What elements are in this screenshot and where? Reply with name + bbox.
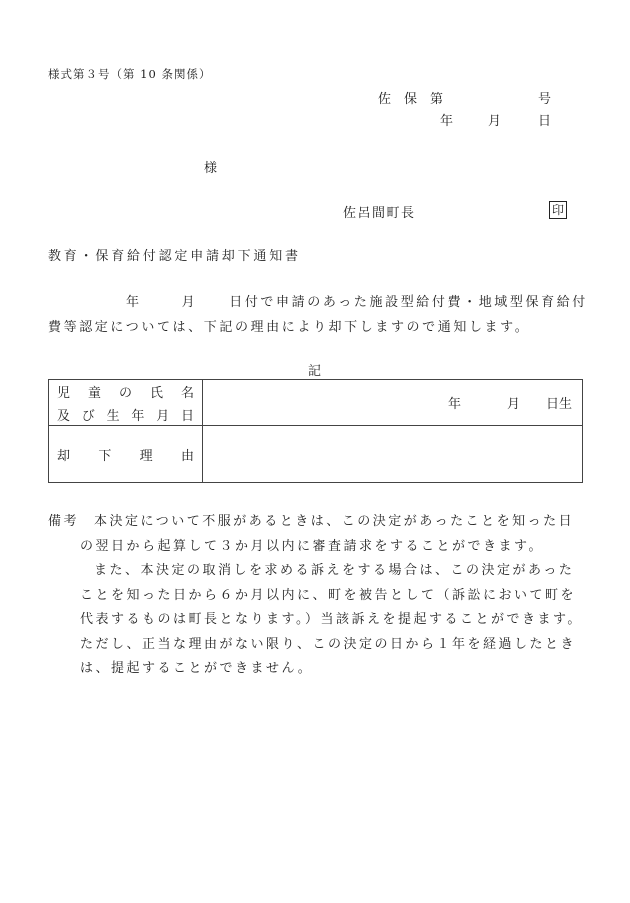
label-char: 生 [106,408,120,424]
ref-prefix-3: 第 [430,92,444,107]
body-paragraph [48,290,588,340]
label-char: び [81,408,95,424]
sender-name: 佐呂間町長 [343,206,416,221]
label-char: 日 [180,408,194,424]
ref-prefix-1: 佐 [378,92,392,107]
body-year: 年 [126,295,142,310]
info-table [48,379,583,483]
remarks [48,510,588,682]
label-char: 氏 [149,385,163,401]
ref-prefix-2: 保 [404,92,418,107]
name-value-cell [203,380,583,426]
birth-month: 月 [506,397,520,412]
ref-suffix: 号 [538,92,552,107]
label-char: 理 [139,448,153,464]
remarks-line: は、提起することができません。 [80,661,314,676]
remarks-line: ただし、正当な理由がない限り、この決定の日から１年を経過したとき [80,636,577,652]
label-char: の [118,385,132,401]
date-year: 年 [440,114,454,129]
reason-label [49,445,202,464]
label-char: 下 [98,448,112,464]
table-row-reason [49,426,583,483]
birth-date [203,393,582,412]
label-char: 及 [57,408,71,424]
seal-mark: 印 [549,201,567,219]
ki-heading: 記 [308,364,322,379]
recipient-suffix: 様 [204,161,218,176]
label-char: 年 [131,408,145,424]
name-label-line2 [49,405,202,424]
remarks-heading: 備考 [48,514,80,529]
label-char: 月 [156,408,170,424]
remarks-line: また、本決定の取消しを求める訴えをする場合は、この決定があった [94,563,575,578]
body-month: 月 [181,295,198,310]
label-char: 児 [57,385,71,401]
label-char: 名 [180,385,194,401]
birth-day: 日生 [545,397,572,412]
date-month: 月 [488,114,502,129]
birth-year: 年 [447,397,461,412]
remarks-line: の翌日から起算して３か月以内に審査請求をすることができます。 [80,538,544,554]
name-label-cell [49,380,203,426]
label-char: 童 [87,385,101,401]
form-number: 様式第３号（第 10 条関係） [48,67,212,81]
label-char: 却 [57,448,71,464]
reason-label-cell [49,426,203,483]
date-day: 日 [538,114,552,129]
remarks-line: 代表するものは町長となります。）当該訴えを提起することができます。 [80,612,583,627]
body-text: 日付で申請のあった施設型給付費・地域型保育給付費等認定については、下記の理由により却下しますので通知します。 [48,295,588,335]
remarks-line: 本決定について不服があるときは、この決定があったことを知った日 [94,514,575,529]
reason-value-cell [203,426,583,483]
remarks-line: ことを知った日から６か月以内に、町を被告として（訴訟において町を [80,587,577,603]
table-row-name [49,380,583,426]
name-label-line1 [49,382,202,401]
label-char: 由 [180,448,194,464]
document-title: 教育・保育給付認定申請却下通知書 [48,249,301,264]
